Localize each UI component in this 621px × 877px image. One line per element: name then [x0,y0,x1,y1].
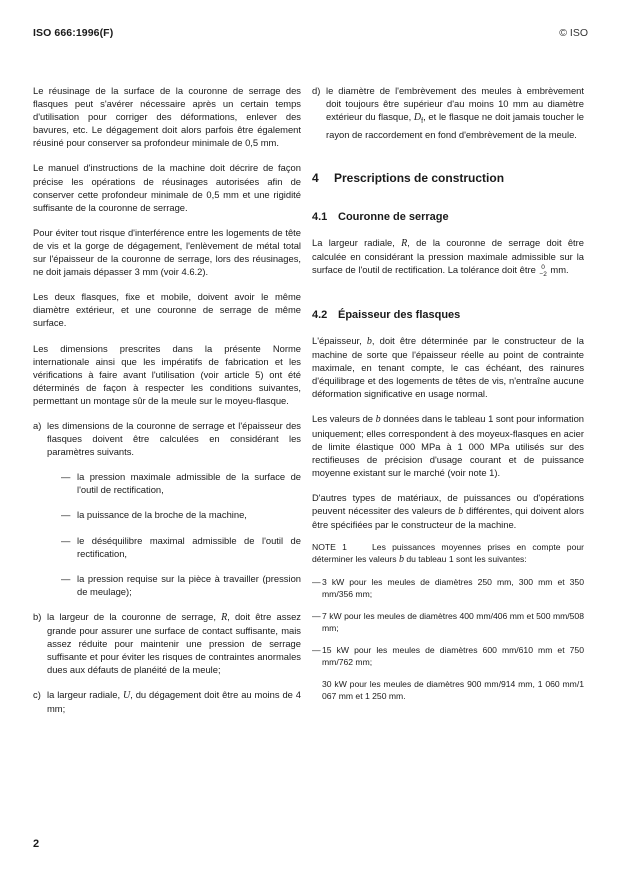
item-label: b) [33,610,42,622]
note-item [312,678,584,702]
dash-item [47,508,301,521]
dash-text: le déséquilibre maximal admissible de l'outil de rectification, [77,534,301,559]
symbol-u: U [122,690,131,702]
tolerance-lower: −2 [539,270,547,278]
note-item [312,610,584,634]
symbol-b: b [366,335,372,347]
symbol-b: b [458,505,464,517]
item-text: la largeur de la couronne de serrage, [47,610,222,622]
text-run: D'autres types de matériaux, de puissances ou d'opérations peuvent nécessiter des valeurs de [312,491,584,516]
item-label: d) [312,85,321,96]
copyright-mark: © ISO [559,27,588,39]
item-text: la largeur radiale, [47,689,123,701]
dash-text: la puissance de la broche de la machine, [77,509,247,521]
dash-mark: — [61,509,71,521]
dash-mark: — [312,577,321,588]
text-run: Les valeurs de [312,413,376,425]
paragraph: Les deux flasques, fixe et mobile, doivent avoir le même diamètre extérieur, et une couronne de serrage de même surface. [33,291,301,329]
paragraph: Le manuel d'instructions de la machine doit décrire de façon précise les opérations de réusinages autorisées afin de conserver cette profondeur minimale de 0,5 mm et une rigidité suffisante de la couronne de serrage. [33,162,301,213]
list-item-d [312,84,584,141]
symbol-r: R [221,611,228,623]
paragraph: Le réusinage de la surface de la couronne de serrage des flasques peut s'avérer nécessaire après un certain temps d'utilisation pour corriger des déformations, enlever des bavures, etc. Le dégagement doit alors parfois être également réusiné pour conserver sa profondeur minimale de 0,5 mm. [33,85,301,149]
dash-mark: — [61,471,71,483]
note [312,541,587,566]
section-heading [312,171,584,186]
item-text: , du dégagement doit être au moins de 4 mm; [47,689,302,715]
list-item-b [33,610,301,676]
dash-text: la pression maximale admissible de la surface de l'outil de rectification, [77,471,301,496]
text-run: L'épaisseur, [312,334,367,346]
list-item-a [33,419,301,458]
text-run: données dans le tableau 1 sont pour information uniquement; elles correspondent à des moyeux-flasques en acier de limite élastique 000 MPa à 1 000 MPa utilisés sur des rectifieuses de précision d'usage courant et de puissance moyenne existant sur le marché (voir note 1). [312,413,584,478]
symbol-b: b [375,414,381,426]
section-title: Prescriptions de construction [334,171,505,186]
symbol-d: D [413,112,422,124]
text-run: différentes, qui doivent alors être spécifiées par le constructeur de la machine. [312,504,584,531]
page-number: 2 [33,838,40,850]
subsection-heading [312,210,584,224]
item-label: c) [33,689,41,701]
subsection-heading [312,308,584,322]
paragraph [312,412,584,478]
item-label: a) [33,419,42,431]
item-text: le diamètre de l'embrèvement des meules à embrèvement doit toujours être supérieur d'au moins 10 mm au diamètre extérieur du flasque, [326,85,584,123]
item-text: , et le flasque ne doit jamais toucher le rayon de raccordement en fond d'embrèvement de la meule. [326,111,584,141]
symbol-b: b [398,554,404,566]
paragraph [312,236,584,278]
item-text: les dimensions de la couronne de serrage et l'épaisseur des flasques doivent être calculées en considérant les paramètres suivants. [47,419,301,458]
dash-item [47,534,301,560]
symbol-subscript: f [421,118,424,126]
dash-text: la pression requise sur la pièce à travailler (pression de meulage); [77,572,301,597]
subsection-number: 4.2 [312,308,328,321]
dash-item [47,470,301,496]
note-item [312,644,584,668]
right-column [312,84,587,702]
left-column [33,84,301,716]
dash-mark: — [312,645,321,656]
note-text: 30 kW pour les meules de diamètres 900 mm/914 mm, 1 060 mm/1 067 mm et 1 250 mm. [322,679,584,702]
paragraph [312,334,584,400]
text-run: , doit être déterminée par le constructeur de la machine de sorte que l'épaisseur réelle au point de contrainte maximale, en tenant compte, le cas échéant, des rainures d'équilibrage et des logements de têtes de vis, n'entraîne aucune déformation significative en usage normal. [312,334,584,400]
item-text: , doit être assez grande pour assurer une surface de contact suffisante, mais assez réduite pour maintenir une pression de serrage suffisante et pour éviter les risques de contraintes anormales dues aux défauts de planéité de la meule; [47,610,301,676]
paragraph [312,491,584,531]
dash-mark: — [61,534,71,546]
text-run: , de la couronne de serrage doit être calculée en considérant la pression maximale admissible sur la surface de l'outil de rectification. La tolérance doit être [312,237,584,276]
note-item [312,576,584,600]
list-item-c [33,688,301,715]
dash-mark: — [61,572,71,584]
text-run: La largeur radiale, [312,237,402,249]
standard-reference: ISO 666:1996(F) [33,27,114,39]
symbol-r: R [401,238,408,250]
subsection-title: Épaisseur des flasques [338,308,461,321]
text-run: du tableau 1 sont les suivantes: [403,554,527,565]
text-run: mm. [547,264,569,276]
dash-mark: — [312,611,321,622]
tolerance [539,264,546,278]
section-number: 4 [312,171,319,186]
subsection-title: Couronne de serrage [338,211,449,224]
paragraph: Pour éviter tout risque d'interférence entre les logements de tête de vis et la gorge de dégagement, l'enlèvement de métal total sur l'épaisseur de la couronne de serrage, lors des réusinages, ne doit jamais dépasser 3 mm (voir 4.6.2). [33,226,301,278]
subsection-number: 4.1 [312,211,328,224]
dash-item [47,572,301,598]
note-text: 7 kW pour les meules de diamètres 400 mm/406 mm et 500 mm/508 mm; [322,611,584,634]
text-run: NOTE 1 Les puissances moyennes prises en compte pour déterminer les valeurs [312,542,587,565]
note-text: 3 kW pour les meules de diamètres 250 mm, 300 mm et 350 mm/356 mm; [322,577,584,600]
paragraph: Les dimensions prescrites dans la présente Norme internationale ainsi que les impératifs de fabrication et les vérifications à faire avant l'utilisation (voir article 5) ont été déterminés de façon à respecter les conditions suivantes, permettant un montage sûr de la meule sur le moyeu-flasque. [33,342,301,406]
note-text: 15 kW pour les meules de diamètres 600 mm/610 mm et 750 mm/762 mm; [322,645,584,668]
tolerance-upper: 0 [541,263,545,271]
